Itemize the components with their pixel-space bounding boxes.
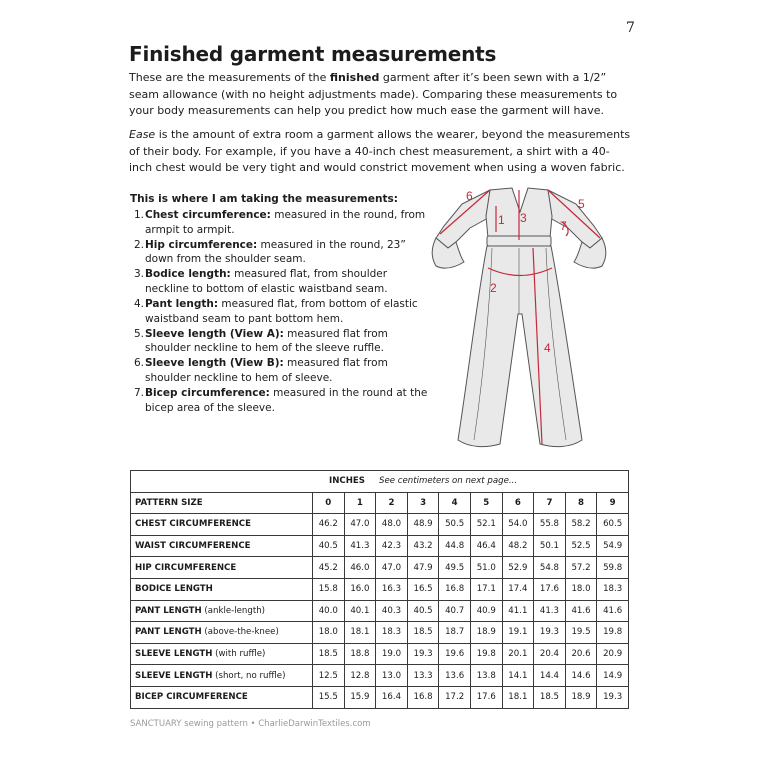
table-cell: 50.1 xyxy=(534,535,566,557)
measurement-number: 3. xyxy=(134,268,145,281)
table-cell: 40.0 xyxy=(313,600,345,622)
ease-paragraph xyxy=(129,127,631,177)
table-cell: 40.3 xyxy=(376,600,408,622)
table-cell: 16.4 xyxy=(376,686,408,708)
measurement-label-2: 2 xyxy=(490,281,497,295)
size-header: 3 xyxy=(407,492,439,514)
row-label-text: WAIST CIRCUMFERENCE xyxy=(135,541,251,552)
table-cell: 43.2 xyxy=(407,535,439,557)
table-cell: 48.2 xyxy=(502,535,534,557)
table-cell: 19.5 xyxy=(565,622,597,644)
row-label-text: SLEEVE LENGTH xyxy=(135,670,213,681)
row-label xyxy=(131,535,313,557)
measurement-text xyxy=(145,356,430,385)
measurement-desc: measured in the round, from armpit to armpit. xyxy=(145,209,426,236)
ease-term: Ease xyxy=(129,128,156,141)
table-cell: 54.8 xyxy=(534,557,566,579)
table-cell: 54.0 xyxy=(502,514,534,536)
intro-text-after: garment after it’s been sewn with a 1/2” seam allowance (with no height adjustments made). Comparing these measurements to your body measurements can help you predict how much ease the garment will have. xyxy=(129,71,618,117)
table-row xyxy=(131,557,629,579)
table-cell: 40.1 xyxy=(344,600,376,622)
measurement-label-1: 1 xyxy=(498,213,505,227)
row-label-text: CHEST CIRCUMFERENCE xyxy=(135,519,251,530)
table-cell: 19.3 xyxy=(407,643,439,665)
table-cell: 13.6 xyxy=(439,665,471,687)
table-cell: 18.3 xyxy=(597,578,629,600)
measurement-text xyxy=(145,386,430,415)
table-cell: 47.0 xyxy=(376,557,408,579)
measurement-name: Sleeve length (View B): xyxy=(145,357,284,370)
footer: SANCTUARY sewing pattern • CharlieDarwinTextiles.com xyxy=(130,719,371,729)
measurement-label-6: 6 xyxy=(466,189,473,203)
table-cell: 46.0 xyxy=(344,557,376,579)
measurements-heading: This is where I am taking the measurements: xyxy=(130,193,398,205)
size-header: 4 xyxy=(439,492,471,514)
measurement-label-5: 5 xyxy=(578,197,585,211)
table-cell: 41.6 xyxy=(565,600,597,622)
size-header: 8 xyxy=(565,492,597,514)
intro-text-before: These are the measurements of the xyxy=(129,71,330,84)
row-label xyxy=(131,686,313,708)
table-cell: 14.6 xyxy=(565,665,597,687)
row-label-suffix: (short, no ruffle) xyxy=(212,670,286,681)
page-number: 7 xyxy=(626,20,635,36)
table-cell: 19.3 xyxy=(534,622,566,644)
measurement-desc: measured in the round at the bicep area of the sleeve. xyxy=(145,387,428,414)
measurement-point xyxy=(134,327,430,356)
measurement-point xyxy=(134,386,430,415)
table-cell: 40.7 xyxy=(439,600,471,622)
table-cell: 41.3 xyxy=(534,600,566,622)
table-cell: 58.2 xyxy=(565,514,597,536)
table-cell: 52.1 xyxy=(470,514,502,536)
table-cell: 14.9 xyxy=(597,665,629,687)
table-cell: 48.0 xyxy=(376,514,408,536)
table-cell: 19.1 xyxy=(502,622,534,644)
measurement-label-3: 3 xyxy=(520,211,527,225)
table-cell: 20.4 xyxy=(534,643,566,665)
table-cell: 48.9 xyxy=(407,514,439,536)
row-label xyxy=(131,578,313,600)
units-note: See centimeters on next page... xyxy=(379,476,518,487)
table-cell: 47.0 xyxy=(344,514,376,536)
table-cell: 49.5 xyxy=(439,557,471,579)
table-cell: 15.8 xyxy=(313,578,345,600)
table-cell: 12.5 xyxy=(313,665,345,687)
pants xyxy=(458,246,582,447)
table-cell: 18.7 xyxy=(439,622,471,644)
table-cell: 13.3 xyxy=(407,665,439,687)
table-cell: 59.8 xyxy=(597,557,629,579)
measurement-number: 7. xyxy=(134,387,145,400)
table-cell: 41.3 xyxy=(344,535,376,557)
table-cell: 16.0 xyxy=(344,578,376,600)
row-label xyxy=(131,557,313,579)
table-cell: 55.8 xyxy=(534,514,566,536)
table-cell: 44.8 xyxy=(439,535,471,557)
row-label-text: SLEEVE LENGTH xyxy=(135,649,213,660)
table-row xyxy=(131,622,629,644)
measurement-point xyxy=(134,356,430,385)
table-cell: 18.5 xyxy=(313,643,345,665)
measurement-name: Pant length: xyxy=(145,298,219,311)
measurement-text xyxy=(145,267,430,296)
measurement-text xyxy=(145,208,430,237)
table-cell: 13.8 xyxy=(470,665,502,687)
table-cell: 60.5 xyxy=(597,514,629,536)
size-header: 9 xyxy=(597,492,629,514)
table-cell: 15.9 xyxy=(344,686,376,708)
row-label xyxy=(131,665,313,687)
table-cell: 20.1 xyxy=(502,643,534,665)
table-cell: 18.5 xyxy=(407,622,439,644)
table-cell: 42.3 xyxy=(376,535,408,557)
measurements-table-wrap xyxy=(130,470,628,709)
measurement-number: 2. xyxy=(134,238,145,251)
measurement-number: 4. xyxy=(134,298,145,311)
measurement-point xyxy=(134,238,430,267)
table-cell: 17.6 xyxy=(534,578,566,600)
units-row xyxy=(131,471,629,493)
table-cell: 13.0 xyxy=(376,665,408,687)
row-label-text: HIP CIRCUMFERENCE xyxy=(135,562,237,573)
measurement-desc: measured flat from shoulder neckline to hem of the sleeve ruffle. xyxy=(145,327,388,355)
table-cell: 19.6 xyxy=(439,643,471,665)
table-row xyxy=(131,665,629,687)
pattern-size-label: PATTERN SIZE xyxy=(131,492,313,514)
table-row xyxy=(131,686,629,708)
measurement-point xyxy=(134,297,430,326)
measurement-number: 6. xyxy=(134,357,145,370)
table-cell: 20.6 xyxy=(565,643,597,665)
table-cell: 18.9 xyxy=(470,622,502,644)
table-cell: 12.8 xyxy=(344,665,376,687)
table-row xyxy=(131,643,629,665)
table-cell: 19.3 xyxy=(597,686,629,708)
table-cell: 40.5 xyxy=(407,600,439,622)
table-cell: 41.6 xyxy=(597,600,629,622)
table-cell: 18.8 xyxy=(344,643,376,665)
measurement-label-7: 7 xyxy=(560,219,567,233)
table-row xyxy=(131,578,629,600)
jumpsuit-illustration xyxy=(430,182,610,460)
table-row xyxy=(131,514,629,536)
measurement-name: Chest circumference: xyxy=(145,209,271,221)
table-cell: 18.5 xyxy=(534,686,566,708)
table-cell: 17.6 xyxy=(470,686,502,708)
row-label-suffix: (ankle-length) xyxy=(201,605,265,616)
measurement-name: Bicep circumference: xyxy=(145,387,270,400)
size-header: 5 xyxy=(470,492,502,514)
table-cell: 17.2 xyxy=(439,686,471,708)
measurement-text xyxy=(145,327,430,356)
row-label xyxy=(131,643,313,665)
intro-paragraph xyxy=(129,70,631,120)
table-cell: 45.2 xyxy=(313,557,345,579)
row-label-suffix: (above-the-knee) xyxy=(201,627,279,638)
measurements-table xyxy=(130,470,629,709)
table-cell: 57.2 xyxy=(565,557,597,579)
table-cell: 52.9 xyxy=(502,557,534,579)
size-header: 0 xyxy=(313,492,345,514)
table-cell: 20.9 xyxy=(597,643,629,665)
intro-bold-word: finished xyxy=(329,71,380,84)
table-cell: 51.0 xyxy=(470,557,502,579)
row-label-text: PANT LENGTH xyxy=(135,627,202,638)
table-cell: 46.4 xyxy=(470,535,502,557)
measurement-desc: measured flat, from bottom of elastic waistband seam to pant bottom hem. xyxy=(145,298,418,325)
table-cell: 16.8 xyxy=(439,578,471,600)
table-cell: 18.1 xyxy=(344,622,376,644)
measurement-text xyxy=(145,238,430,267)
size-header: 2 xyxy=(376,492,408,514)
row-label-text: PANT LENGTH xyxy=(135,605,202,616)
size-header: 6 xyxy=(502,492,534,514)
table-cell: 41.1 xyxy=(502,600,534,622)
size-header-row xyxy=(131,492,629,514)
table-cell: 54.9 xyxy=(597,535,629,557)
row-label-text: BODICE LENGTH xyxy=(135,584,213,595)
table-cell: 46.2 xyxy=(313,514,345,536)
measurement-points-list xyxy=(134,208,430,416)
table-cell: 19.0 xyxy=(376,643,408,665)
table-cell: 40.5 xyxy=(313,535,345,557)
measurement-desc: measured in the round, 23” down from the shoulder seam. xyxy=(145,238,406,266)
table-cell: 52.5 xyxy=(565,535,597,557)
measurement-desc: measured flat, from shoulder neckline to bottom of elastic waistband seam. xyxy=(145,268,388,295)
table-cell: 18.0 xyxy=(565,578,597,600)
table-cell: 18.3 xyxy=(376,622,408,644)
row-label xyxy=(131,514,313,536)
row-label xyxy=(131,600,313,622)
table-cell: 17.4 xyxy=(502,578,534,600)
measurement-point xyxy=(134,267,430,296)
measurement-name: Bodice length: xyxy=(145,268,231,281)
measurement-desc: measured flat from shoulder neckline to hem of sleeve. xyxy=(145,357,388,385)
table-cell: 17.1 xyxy=(470,578,502,600)
measurement-number: 1. xyxy=(134,209,145,221)
table-row xyxy=(131,535,629,557)
table-cell: 19.8 xyxy=(597,622,629,644)
ease-text: is the amount of extra room a garment allows the wearer, beyond the measurements of their body. For example, if you have a 40-inch chest measurement, a shirt with a 40-inch chest would be very tight and would constrict movement when using a woven fabric. xyxy=(129,128,631,174)
measurement-name: Sleeve length (View A): xyxy=(145,327,284,340)
table-cell: 18.1 xyxy=(502,686,534,708)
size-header: 1 xyxy=(344,492,376,514)
table-cell: 18.0 xyxy=(313,622,345,644)
table-cell: 14.4 xyxy=(534,665,566,687)
table-cell: 16.5 xyxy=(407,578,439,600)
page-title: Finished garment measurements xyxy=(129,42,497,66)
table-cell: 47.9 xyxy=(407,557,439,579)
table-cell: 40.9 xyxy=(470,600,502,622)
table-cell: 15.5 xyxy=(313,686,345,708)
table-cell: 19.8 xyxy=(470,643,502,665)
table-cell: 14.1 xyxy=(502,665,534,687)
row-label xyxy=(131,622,313,644)
table-cell: 50.5 xyxy=(439,514,471,536)
units-cell xyxy=(131,471,629,493)
row-label-text: BICEP CIRCUMFERENCE xyxy=(135,692,248,703)
table-cell: 18.9 xyxy=(565,686,597,708)
left-sleeve xyxy=(436,190,490,248)
units-label: INCHES xyxy=(329,476,365,487)
size-header: 7 xyxy=(534,492,566,514)
measurement-label-4: 4 xyxy=(544,341,551,355)
measurement-text xyxy=(145,297,430,326)
measurement-number: 5. xyxy=(134,327,145,340)
measurement-point xyxy=(134,208,430,237)
table-row xyxy=(131,600,629,622)
measurement-name: Hip circumference: xyxy=(145,238,258,251)
table-cell: 16.3 xyxy=(376,578,408,600)
row-label-suffix: (with ruffle) xyxy=(212,649,266,660)
table-cell: 16.8 xyxy=(407,686,439,708)
right-sleeve xyxy=(548,190,602,248)
